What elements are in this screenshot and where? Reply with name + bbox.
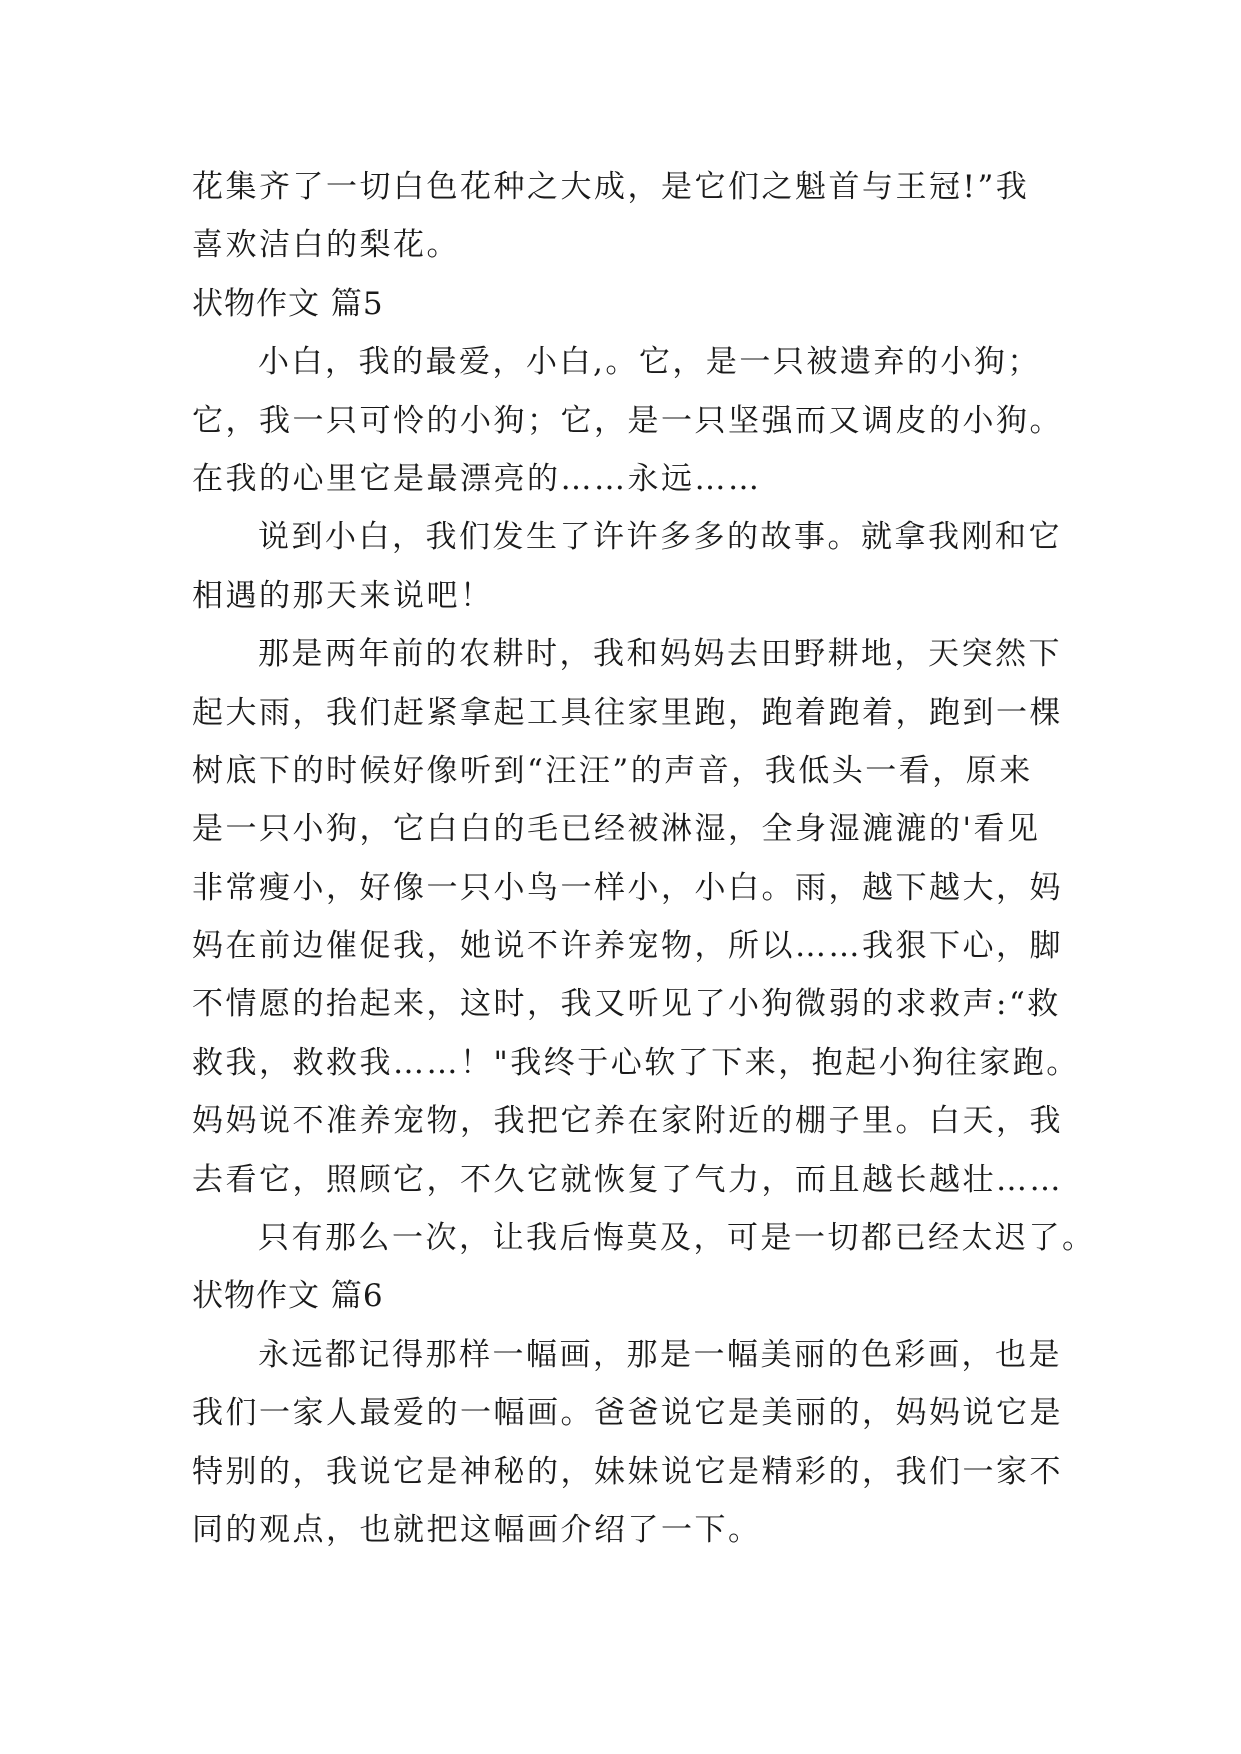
paragraph-first-line: 小白，我的最爱，小白,。它，是一只被遗弃的小狗； [258, 344, 1041, 381]
text-line: 它，我一只可怜的小狗；它，是一只坚强而又调皮的小狗。 [192, 402, 1063, 439]
paragraph-first-line: 说到小白，我们发生了许许多多的故事。就拿我刚和它 [258, 519, 1062, 556]
text-line: 起大雨，我们赶紧拿起工具往家里跑，跑着跑着，跑到一棵 [192, 694, 1063, 731]
text-line: 我们一家人最爱的一幅画。爸爸说它是美丽的，妈妈说它是 [192, 1395, 1063, 1432]
text-line: 去看它，照顾它，不久它就恢复了气力，而且越长越壮…… [192, 1161, 1063, 1198]
text-line: 非常瘦小，好像一只小鸟一样小，小白。雨，越下越大，妈 [192, 869, 1063, 906]
text-line: 同的观点，也就把这幅画介绍了一下。 [192, 1511, 762, 1548]
text-line: 救我，救救我……！"我终于心软了下来，抱起小狗往家跑。 [192, 1044, 1080, 1081]
text-line: 特别的，我说它是神秘的，妹妹说它是精彩的，我们一家不 [192, 1453, 1063, 1490]
text-line: 相遇的那天来说吧！ [192, 577, 494, 614]
text-line: 是一只小狗，它白白的毛已经被淋湿，全身湿漉漉的'看见 [192, 811, 1041, 848]
paragraph-first-line: 那是两年前的农耕时，我和妈妈去田野耕地，天突然下 [258, 636, 1062, 673]
paragraph-first-line: 只有那么一次，让我后悔莫及，可是一切都已经太迟了。 [258, 1220, 1096, 1257]
section-heading: 状物作文 篇5 [192, 285, 384, 322]
document-body [192, 158, 1096, 1559]
text-line: 花集齐了一切白色花种之大成，是它们之魁首与王冠!”我 [192, 169, 1030, 205]
text-line: 在我的心里它是最漂亮的……永远…… [192, 460, 762, 497]
text-line: 妈在前边催促我，她说不许养宠物，所以……我狠下心，脚 [192, 928, 1063, 965]
text-line: 不情愿的抬起来，这时，我又听见了小狗微弱的求救声:“救 [192, 986, 1061, 1023]
paragraph-first-line: 永远都记得那样一幅画，那是一幅美丽的色彩画，也是 [258, 1336, 1062, 1373]
text-line: 树底下的时候好像听到“汪汪”的声音，我低头一看，原来 [192, 752, 1033, 789]
section-heading: 状物作文 篇6 [192, 1278, 384, 1315]
text-line: 喜欢洁白的梨花。 [192, 227, 460, 264]
text-line: 妈妈说不准养宠物，我把它养在家附近的棚子里。白天，我 [192, 1103, 1063, 1140]
